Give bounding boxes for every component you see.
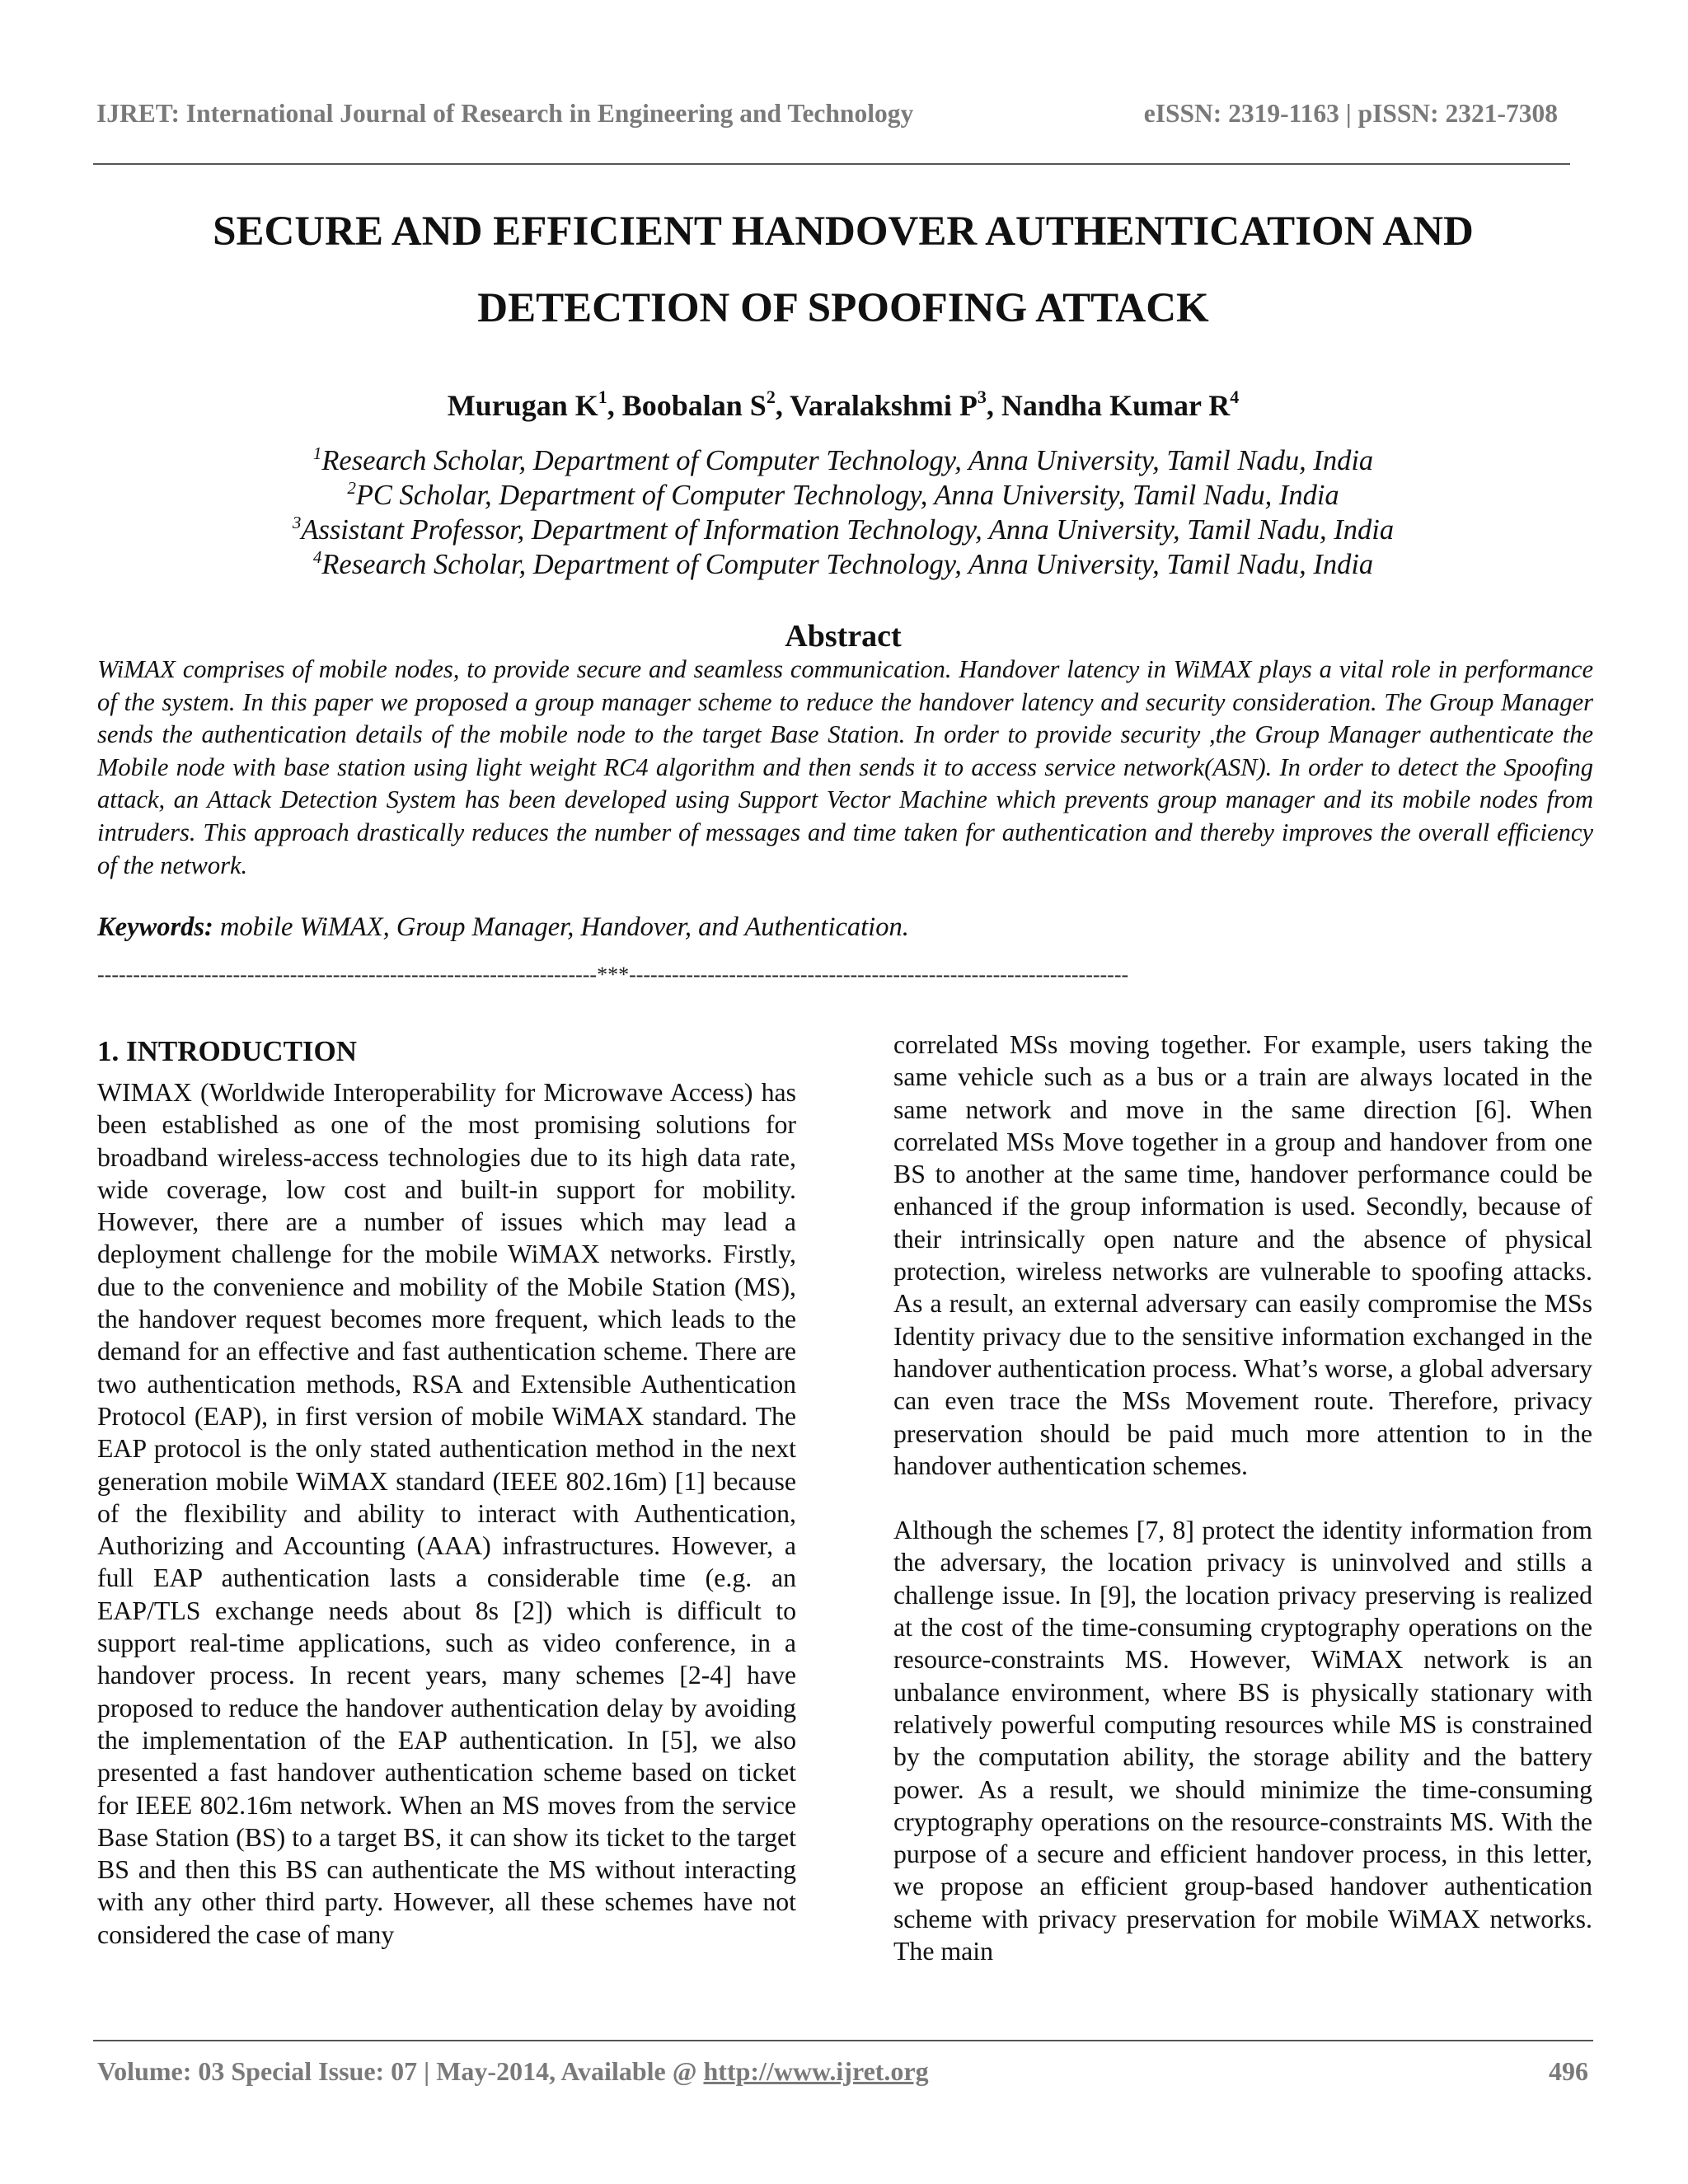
paragraph: correlated MSs moving together. For example, users taking the same vehicle such as a bus or a train are always located in the same network and move in the same direction [6]. When correlated MSs Move together in a group and handover from one BS to another at the same time, handover performance could be enhanced if the group information is used. Secondly, because of their intrinsically open nature and the absence of physical protection, wireless networks are vulnerable to spoofing attacks. As a result, an external adversary can easily compromise the MSs Identity privacy due to the sensitive information exchanged in the handover authentication process. What’s worse, a global adversary can even trace the MSs Movement route. Therefore, privacy preservation should be paid much more attention to in the handover authentication schemes. [893, 1030, 1592, 1480]
author: Varalakshmi $P^3$, [790, 387, 1001, 422]
section-separator: ----------------------------------------------------------------------***---------------------------------------------------------------------- [97, 963, 1129, 987]
author-list [93, 383, 1593, 428]
affiliation: $^3$Assistant Professor, Department of Information Technology, Anna University, Tamil Nadu, India [292, 513, 1395, 546]
affiliation: $^2$PC Scholar, Department of Computer Technology, Anna University, Tamil Nadu, India [347, 478, 1339, 511]
author: Murugan $K^1$, [447, 387, 622, 422]
keywords-label: Keywords: [97, 912, 213, 942]
journal-name: IJRET: International Journal of Research in Engineering and Technology [96, 99, 914, 128]
affiliation: $^4$Research Scholar, Department of Computer Technology, Anna University, Tamil Nadu, India [312, 547, 1374, 580]
running-footer [97, 2056, 1593, 2097]
keywords-text: mobile WiMAX, Group Manager, Handover, and Authentication. [213, 912, 909, 942]
keywords [97, 908, 1593, 946]
section-heading: 1. INTRODUCTION [97, 1035, 358, 1067]
running-header [93, 99, 1570, 140]
abstract-heading: Abstract [785, 619, 902, 654]
header-divider [93, 163, 1570, 165]
paragraph: Although the schemes [7, 8] protect the identity information from the adversary, the location privacy is uninvolved and stills a challenge issue. In [9], the location privacy preserving is realized at the cost of the time-consuming cryptography operations on the resource-constraints MS. However, WiMAX network is an unbalance environment, where BS is physically stationary with relatively powerful computing resources while MS is constrained by the computation ability, the storage ability and the battery power. As a result, we should minimize the time-consuming cryptography operations on the resource-constraints MS. With the purpose of a secure and efficient handover process, in this letter, we propose an efficient group-based handover authentication scheme with privacy preservation for mobile WiMAX networks. The main [893, 1516, 1592, 1966]
author: Boobalan $S^2$, [621, 387, 790, 422]
paragraph: WIMAX (Worldwide Interoperability for Microwave Access) has been established as one of the most promising solutions for broadband wireless-access technologies due to its high data rate, wide coverage, low cost and built-in support for mobility. However, there are a number of issues which may lead a deployment challenge for the mobile WiMAX networks. Firstly, due to the convenience and mobility of the Mobile Station (MS), the handover request becomes more frequent, which leads to the demand for an effective and fast authentication scheme. There are two authentication methods, RSA and Extensible Authentication Protocol (EAP), in first version of mobile WiMAX standard. The EAP protocol is the only stated authentication method in the next generation mobile WiMAX standard (IEEE 802.16m) [1] because of the flexibility and ability to interact with Authentication, Authorizing and Accounting (AAA) infrastructures. However, a full EAP authentication lasts a considerable time (e.g. an EAP/TLS exchange needs about 8s [2]) which is difficult to support real-time applications, such as video conference, in a handover process. In recent years, many schemes [2-4] have proposed to reduce the handover authentication delay by avoiding the implementation of the EAP authentication. In [5], we also presented a fast handover authentication scheme based on ticket for IEEE 802.16m network. When an MS moves from the service Base Station (BS) to a target BS, it can show its ticket to the target BS and then this BS can authenticate the MS without interacting with any other third party. However, all these schemes have not considered the case of many [97, 1078, 796, 1949]
volume-info: Volume: 03 Special Issue: 07 | May-2014, Available @ http://www.ijret.org [97, 2056, 929, 2086]
journal-link[interactable]: http://www.ijret.org [703, 2056, 929, 2086]
title-line-2: DETECTION OF SPOOFING ATTACK [477, 285, 1209, 331]
affiliation: $^1$Research Scholar, Department of Computer Technology, Anna University, Tamil Nadu, India [312, 443, 1374, 476]
left-column [97, 1029, 796, 1951]
author: Nandha Kumar $R^4$ [1001, 387, 1240, 422]
title-line-1: SECURE AND EFFICIENT HANDOVER AUTHENTICATION AND [213, 209, 1474, 255]
right-column [893, 1029, 1592, 1967]
issn-info: eISSN: 2319-1163 | pISSN: 2321-7308 [1143, 99, 1558, 128]
paper-title [93, 194, 1593, 347]
abstract-text: WiMAX comprises of mobile nodes, to provide secure and seamless communication. Handover latency in WiMAX plays a vital role in performance of the system. In this paper we proposed a group manager scheme to reduce the handover latency and security consideration. The Group Manager sends the authentication details of the mobile node to the target Base Station. In order to provide security ,the Group Manager authenticate the Mobile node with base station using light weight RC4 algorithm and then sends it to access service network(ASN). In order to detect the Spoofing attack, an Attack Detection System has been developed using Support Vector Machine which prevents group manager and its mobile nodes from intruders. This approach drastically reduces the number of messages and time taken for authentication and thereby improves the overall efficiency of the network. [97, 655, 1593, 879]
page-number: 496 [1549, 2056, 1588, 2086]
affiliation-list [93, 443, 1593, 582]
footer-divider [93, 2040, 1593, 2041]
